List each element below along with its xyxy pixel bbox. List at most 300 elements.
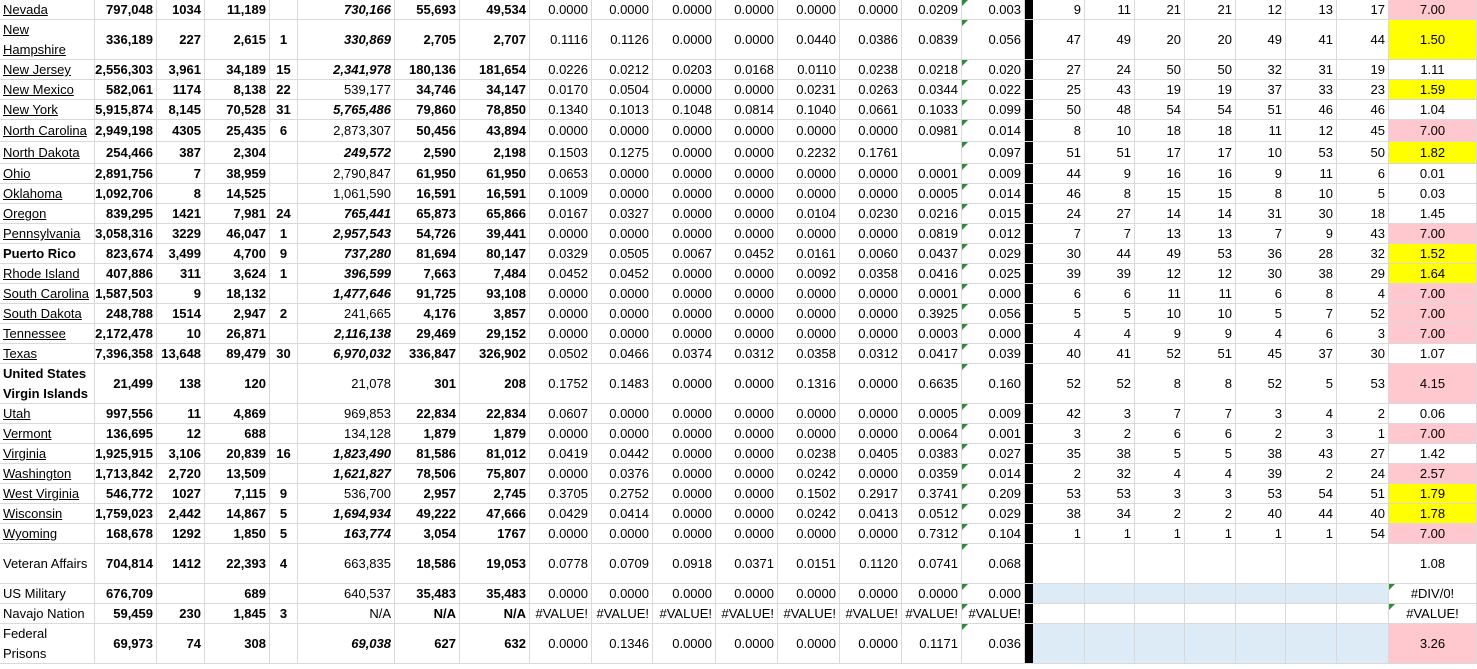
data-cell[interactable] xyxy=(902,142,962,163)
data-cell[interactable]: 0.0312 xyxy=(716,344,778,363)
rank-cell[interactable]: 30 xyxy=(1033,244,1085,263)
data-cell[interactable]: 0.0005 xyxy=(902,404,962,423)
data-cell[interactable]: 0.0000 xyxy=(716,444,778,463)
rank-cell[interactable]: 30 xyxy=(1286,204,1337,223)
data-cell[interactable]: 1,879 xyxy=(460,424,530,443)
state-link[interactable]: Pennsylvania xyxy=(0,224,95,243)
rank-cell[interactable]: 41 xyxy=(1286,20,1337,59)
data-cell[interactable]: 1412 xyxy=(157,544,205,583)
data-cell[interactable]: 0.014 xyxy=(962,464,1025,483)
score-cell[interactable]: 7.00 xyxy=(1389,524,1477,543)
data-cell[interactable]: 54,726 xyxy=(395,224,460,243)
rank-cell[interactable]: 53 xyxy=(1085,484,1135,503)
rank-cell[interactable]: 54 xyxy=(1135,100,1185,119)
rank-cell[interactable]: 5 xyxy=(1135,444,1185,463)
data-cell[interactable]: 0.0000 xyxy=(778,164,840,183)
rank-cell[interactable]: 9 xyxy=(1135,324,1185,343)
rank-cell[interactable]: 50 xyxy=(1337,142,1389,163)
data-cell[interactable]: 1,845 xyxy=(205,604,270,623)
data-cell[interactable]: 997,556 xyxy=(95,404,157,423)
data-cell[interactable]: 0.0000 xyxy=(716,464,778,483)
data-cell[interactable]: 0.0110 xyxy=(778,60,840,79)
data-cell[interactable]: 3,624 xyxy=(205,264,270,283)
data-cell[interactable]: 0.025 xyxy=(962,264,1025,283)
data-cell[interactable]: 0.0359 xyxy=(902,464,962,483)
rank-cell[interactable]: 6 xyxy=(1337,164,1389,183)
rank-cell[interactable]: 13 xyxy=(1286,0,1337,19)
data-cell[interactable]: 80,147 xyxy=(460,244,530,263)
data-cell[interactable]: 2,790,847 xyxy=(298,164,395,183)
data-cell[interactable]: 1514 xyxy=(157,304,205,323)
rank-cell[interactable] xyxy=(1135,584,1185,603)
rank-cell[interactable]: 43 xyxy=(1286,444,1337,463)
data-cell[interactable]: 0.0203 xyxy=(653,60,716,79)
data-cell[interactable]: 5,915,874 xyxy=(95,100,157,119)
data-cell[interactable]: 0.020 xyxy=(962,60,1025,79)
data-cell[interactable]: 2,590 xyxy=(395,142,460,163)
state-link[interactable]: New Jersey xyxy=(0,60,95,79)
rank-cell[interactable]: 54 xyxy=(1337,524,1389,543)
rank-cell[interactable]: 1 xyxy=(1085,524,1135,543)
data-cell[interactable]: 1,879 xyxy=(395,424,460,443)
rank-cell[interactable]: 35 xyxy=(1033,444,1085,463)
data-cell[interactable]: 0.0981 xyxy=(902,120,962,141)
data-cell[interactable]: 1,925,915 xyxy=(95,444,157,463)
rank-cell[interactable]: 21 xyxy=(1135,0,1185,19)
data-cell[interactable]: 20,839 xyxy=(205,444,270,463)
data-cell[interactable]: 0.0000 xyxy=(653,464,716,483)
data-cell[interactable]: 0.0413 xyxy=(840,504,902,523)
data-cell[interactable]: 9 xyxy=(157,284,205,303)
data-cell[interactable]: 0.0263 xyxy=(840,80,902,99)
data-cell[interactable]: 7 xyxy=(157,164,205,183)
score-cell[interactable]: 4.15 xyxy=(1389,364,1477,403)
data-cell[interactable]: 230 xyxy=(157,604,205,623)
rank-cell[interactable]: 39 xyxy=(1033,264,1085,283)
data-cell[interactable] xyxy=(270,584,298,603)
score-cell[interactable]: 7.00 xyxy=(1389,284,1477,303)
data-cell[interactable]: 6 xyxy=(270,120,298,141)
data-cell[interactable]: 69,038 xyxy=(298,624,395,663)
state-link[interactable]: New Hampshire xyxy=(0,20,95,59)
data-cell[interactable] xyxy=(270,164,298,183)
data-cell[interactable]: 0.0000 xyxy=(653,524,716,543)
rank-cell[interactable]: 6 xyxy=(1085,284,1135,303)
data-cell[interactable]: 0.0661 xyxy=(840,100,902,119)
data-cell[interactable]: 0.0000 xyxy=(840,0,902,19)
rank-cell[interactable]: 3 xyxy=(1286,424,1337,443)
rank-cell[interactable]: 39 xyxy=(1085,264,1135,283)
data-cell[interactable]: 0.0358 xyxy=(840,264,902,283)
data-cell[interactable]: 730,166 xyxy=(298,0,395,19)
data-cell[interactable]: 43,894 xyxy=(460,120,530,141)
data-cell[interactable]: 22,393 xyxy=(205,544,270,583)
data-cell[interactable]: 34,189 xyxy=(205,60,270,79)
data-cell[interactable]: 47,666 xyxy=(460,504,530,523)
data-cell[interactable]: 546,772 xyxy=(95,484,157,503)
rank-cell[interactable]: 53 xyxy=(1286,142,1337,163)
data-cell[interactable]: #VALUE! xyxy=(592,604,653,623)
rank-cell[interactable]: 24 xyxy=(1337,464,1389,483)
data-cell[interactable]: 301 xyxy=(395,364,460,403)
data-cell[interactable]: 25,435 xyxy=(205,120,270,141)
rank-cell[interactable]: 34 xyxy=(1085,504,1135,523)
data-cell[interactable]: 0.2917 xyxy=(840,484,902,503)
data-cell[interactable]: 0.6635 xyxy=(902,364,962,403)
rank-cell[interactable] xyxy=(1033,584,1085,603)
rank-cell[interactable]: 28 xyxy=(1286,244,1337,263)
data-cell[interactable]: 254,466 xyxy=(95,142,157,163)
rank-cell[interactable] xyxy=(1337,584,1389,603)
data-cell[interactable]: 0.0000 xyxy=(530,120,592,141)
data-cell[interactable]: 7,396,358 xyxy=(95,344,157,363)
data-cell[interactable]: 75,807 xyxy=(460,464,530,483)
data-cell[interactable]: N/A xyxy=(460,604,530,623)
rank-cell[interactable] xyxy=(1135,624,1185,663)
data-cell[interactable]: 16 xyxy=(270,444,298,463)
rank-cell[interactable]: 37 xyxy=(1236,80,1286,99)
data-cell[interactable]: 0.0001 xyxy=(902,284,962,303)
rank-cell[interactable]: 40 xyxy=(1337,504,1389,523)
data-cell[interactable]: 0.0000 xyxy=(778,0,840,19)
data-cell[interactable]: 0.0452 xyxy=(530,264,592,283)
rank-cell[interactable]: 6 xyxy=(1185,424,1236,443)
rank-cell[interactable]: 4 xyxy=(1337,284,1389,303)
state-link[interactable]: New York xyxy=(0,100,95,119)
data-cell[interactable]: 61,950 xyxy=(460,164,530,183)
data-cell[interactable]: 0.1483 xyxy=(592,364,653,403)
score-cell[interactable]: 0.03 xyxy=(1389,184,1477,203)
data-cell[interactable]: 0.0000 xyxy=(840,304,902,323)
data-cell[interactable]: 79,860 xyxy=(395,100,460,119)
data-cell[interactable]: #VALUE! xyxy=(653,604,716,623)
data-cell[interactable]: 0.015 xyxy=(962,204,1025,223)
data-cell[interactable]: 0.0000 xyxy=(716,20,778,59)
data-cell[interactable]: 0.0060 xyxy=(840,244,902,263)
data-cell[interactable]: 0.1502 xyxy=(778,484,840,503)
data-cell[interactable]: 134,128 xyxy=(298,424,395,443)
rank-cell[interactable]: 20 xyxy=(1185,20,1236,59)
rank-cell[interactable]: 49 xyxy=(1085,20,1135,59)
data-cell[interactable]: 0.0653 xyxy=(530,164,592,183)
data-cell[interactable]: 737,280 xyxy=(298,244,395,263)
data-cell[interactable]: 5 xyxy=(270,524,298,543)
rank-cell[interactable]: 43 xyxy=(1337,224,1389,243)
rank-cell[interactable]: 8 xyxy=(1085,184,1135,203)
rank-cell[interactable]: 30 xyxy=(1236,264,1286,283)
rank-cell[interactable]: 3 xyxy=(1085,404,1135,423)
data-cell[interactable]: 8,145 xyxy=(157,100,205,119)
rank-cell[interactable]: 51 xyxy=(1185,344,1236,363)
data-cell[interactable]: 2,873,307 xyxy=(298,120,395,141)
data-cell[interactable]: 2,947 xyxy=(205,304,270,323)
data-cell[interactable]: 0.1316 xyxy=(778,364,840,403)
data-cell[interactable]: 2,341,978 xyxy=(298,60,395,79)
data-cell[interactable]: 1174 xyxy=(157,80,205,99)
data-cell[interactable]: 0.003 xyxy=(962,0,1025,19)
score-cell[interactable]: 1.45 xyxy=(1389,204,1477,223)
data-cell[interactable]: 0.0000 xyxy=(653,164,716,183)
data-cell[interactable]: 0.0168 xyxy=(716,60,778,79)
data-cell[interactable]: 31 xyxy=(270,100,298,119)
data-cell[interactable]: 632 xyxy=(460,624,530,663)
data-cell[interactable]: 0.1126 xyxy=(592,20,653,59)
data-cell[interactable]: 0.0230 xyxy=(840,204,902,223)
data-cell[interactable]: 13,648 xyxy=(157,344,205,363)
data-cell[interactable]: 50,456 xyxy=(395,120,460,141)
rank-cell[interactable]: 5 xyxy=(1185,444,1236,463)
rank-cell[interactable]: 53 xyxy=(1033,484,1085,503)
rank-cell[interactable]: 19 xyxy=(1185,80,1236,99)
data-cell[interactable]: 0.000 xyxy=(962,324,1025,343)
rank-cell[interactable]: 32 xyxy=(1085,464,1135,483)
data-cell[interactable]: 78,850 xyxy=(460,100,530,119)
state-link[interactable]: Rhode Island xyxy=(0,264,95,283)
data-cell[interactable]: 1,694,934 xyxy=(298,504,395,523)
data-cell[interactable]: 1,061,590 xyxy=(298,184,395,203)
data-cell[interactable]: 2,949,198 xyxy=(95,120,157,141)
data-cell[interactable]: 1767 xyxy=(460,524,530,543)
data-cell[interactable]: 0.0000 xyxy=(840,284,902,303)
rank-cell[interactable]: 3 xyxy=(1236,404,1286,423)
state-link[interactable]: Utah xyxy=(0,404,95,423)
data-cell[interactable]: 797,048 xyxy=(95,0,157,19)
data-cell[interactable]: 12 xyxy=(157,424,205,443)
rank-cell[interactable]: 19 xyxy=(1135,80,1185,99)
data-cell[interactable]: 0.0607 xyxy=(530,404,592,423)
data-cell[interactable]: 0.1009 xyxy=(530,184,592,203)
data-cell[interactable] xyxy=(270,464,298,483)
data-cell[interactable]: 0.027 xyxy=(962,444,1025,463)
rank-cell[interactable]: 5 xyxy=(1337,184,1389,203)
data-cell[interactable]: 4 xyxy=(270,544,298,583)
data-cell[interactable]: N/A xyxy=(395,604,460,623)
data-cell[interactable]: 1421 xyxy=(157,204,205,223)
data-cell[interactable]: 0.0001 xyxy=(902,164,962,183)
data-cell[interactable]: 2,745 xyxy=(460,484,530,503)
data-cell[interactable]: 0.068 xyxy=(962,544,1025,583)
state-link[interactable]: Wisconsin xyxy=(0,504,95,523)
data-cell[interactable]: 3,857 xyxy=(460,304,530,323)
data-cell[interactable]: 0.0000 xyxy=(778,424,840,443)
data-cell[interactable]: 55,693 xyxy=(395,0,460,19)
rank-cell[interactable]: 24 xyxy=(1033,204,1085,223)
rank-cell[interactable]: 49 xyxy=(1135,244,1185,263)
rank-cell[interactable]: 24 xyxy=(1085,60,1135,79)
rank-cell[interactable]: 15 xyxy=(1135,184,1185,203)
data-cell[interactable]: 15 xyxy=(270,60,298,79)
rank-cell[interactable]: 52 xyxy=(1033,364,1085,403)
data-cell[interactable]: 0.0000 xyxy=(840,584,902,603)
data-cell[interactable] xyxy=(157,584,205,603)
data-cell[interactable]: 0.2752 xyxy=(592,484,653,503)
data-cell[interactable]: 839,295 xyxy=(95,204,157,223)
rank-cell[interactable]: 5 xyxy=(1286,364,1337,403)
rank-cell[interactable] xyxy=(1085,604,1135,623)
data-cell[interactable] xyxy=(270,0,298,19)
rank-cell[interactable]: 17 xyxy=(1337,0,1389,19)
data-cell[interactable]: 308 xyxy=(205,624,270,663)
score-cell[interactable]: 2.57 xyxy=(1389,464,1477,483)
rank-cell[interactable]: 9 xyxy=(1185,324,1236,343)
data-cell[interactable]: 5 xyxy=(270,504,298,523)
data-cell[interactable]: 676,709 xyxy=(95,584,157,603)
data-cell[interactable]: 181,654 xyxy=(460,60,530,79)
rank-cell[interactable]: 50 xyxy=(1033,100,1085,119)
data-cell[interactable]: 2,442 xyxy=(157,504,205,523)
rank-cell[interactable]: 39 xyxy=(1236,464,1286,483)
rank-cell[interactable]: 18 xyxy=(1337,204,1389,223)
data-cell[interactable]: 1292 xyxy=(157,524,205,543)
data-cell[interactable]: 34,147 xyxy=(460,80,530,99)
data-cell[interactable]: 0.0000 xyxy=(530,284,592,303)
data-cell[interactable]: 93,108 xyxy=(460,284,530,303)
rank-cell[interactable]: 2 xyxy=(1337,404,1389,423)
data-cell[interactable]: 0.0000 xyxy=(716,324,778,343)
score-cell[interactable]: 1.78 xyxy=(1389,504,1477,523)
rank-cell[interactable]: 5 xyxy=(1236,304,1286,323)
data-cell[interactable]: 89,479 xyxy=(205,344,270,363)
rank-cell[interactable] xyxy=(1033,544,1085,583)
rank-cell[interactable]: 7 xyxy=(1033,224,1085,243)
rank-cell[interactable]: 6 xyxy=(1286,324,1337,343)
rank-cell[interactable] xyxy=(1286,544,1337,583)
rank-cell[interactable]: 11 xyxy=(1185,284,1236,303)
data-cell[interactable]: 0.0358 xyxy=(778,344,840,363)
data-cell[interactable]: 0.0000 xyxy=(530,424,592,443)
data-cell[interactable]: 0.0000 xyxy=(653,204,716,223)
data-cell[interactable]: 2,304 xyxy=(205,142,270,163)
rank-cell[interactable]: 12 xyxy=(1236,0,1286,19)
rank-cell[interactable]: 18 xyxy=(1135,120,1185,141)
data-cell[interactable]: 0.0000 xyxy=(592,224,653,243)
rank-cell[interactable]: 38 xyxy=(1033,504,1085,523)
data-cell[interactable]: 0.1033 xyxy=(902,100,962,119)
data-cell[interactable]: 1 xyxy=(270,224,298,243)
rank-cell[interactable]: 33 xyxy=(1286,80,1337,99)
data-cell[interactable]: 0.0000 xyxy=(778,584,840,603)
data-cell[interactable]: 0.0231 xyxy=(778,80,840,99)
data-cell[interactable]: 407,886 xyxy=(95,264,157,283)
data-cell[interactable]: 0.0000 xyxy=(840,224,902,243)
score-cell[interactable]: 1.08 xyxy=(1389,544,1477,583)
data-cell[interactable]: 35,483 xyxy=(460,584,530,603)
state-link[interactable]: Vermont xyxy=(0,424,95,443)
rank-cell[interactable]: 9 xyxy=(1236,164,1286,183)
data-cell[interactable]: 0.0814 xyxy=(716,100,778,119)
data-cell[interactable]: 9 xyxy=(270,484,298,503)
data-cell[interactable]: 0.0226 xyxy=(530,60,592,79)
rank-cell[interactable]: 36 xyxy=(1236,244,1286,263)
data-cell[interactable]: 969,853 xyxy=(298,404,395,423)
data-cell[interactable]: 0.0000 xyxy=(902,584,962,603)
data-cell[interactable]: 0.0000 xyxy=(840,324,902,343)
data-cell[interactable]: 0.0419 xyxy=(530,444,592,463)
rank-cell[interactable]: 7 xyxy=(1085,224,1135,243)
rank-cell[interactable]: 53 xyxy=(1337,364,1389,403)
data-cell[interactable]: 311 xyxy=(157,264,205,283)
data-cell[interactable]: 0.0000 xyxy=(840,404,902,423)
rank-cell[interactable]: 44 xyxy=(1286,504,1337,523)
data-cell[interactable]: 22,834 xyxy=(460,404,530,423)
data-cell[interactable]: 0.056 xyxy=(962,20,1025,59)
data-cell[interactable]: 1,759,023 xyxy=(95,504,157,523)
data-cell[interactable]: 24 xyxy=(270,204,298,223)
data-cell[interactable]: 10 xyxy=(157,324,205,343)
data-cell[interactable]: 0.0000 xyxy=(530,0,592,19)
data-cell[interactable]: 0.0000 xyxy=(716,584,778,603)
data-cell[interactable]: 0.0000 xyxy=(653,80,716,99)
data-cell[interactable]: 0.0000 xyxy=(778,184,840,203)
score-cell[interactable]: #DIV/0! xyxy=(1389,584,1477,603)
data-cell[interactable]: 0.0170 xyxy=(530,80,592,99)
rank-cell[interactable]: 12 xyxy=(1286,120,1337,141)
state-link[interactable]: North Carolina xyxy=(0,120,95,141)
rank-cell[interactable]: 38 xyxy=(1236,444,1286,463)
data-cell[interactable]: 0.009 xyxy=(962,164,1025,183)
data-cell[interactable]: 11,189 xyxy=(205,0,270,19)
data-cell[interactable]: 0.0000 xyxy=(653,304,716,323)
score-cell[interactable]: 1.82 xyxy=(1389,142,1477,163)
score-cell[interactable]: 7.00 xyxy=(1389,0,1477,19)
rank-cell[interactable]: 18 xyxy=(1185,120,1236,141)
data-cell[interactable]: 2,957 xyxy=(395,484,460,503)
data-cell[interactable]: 0.039 xyxy=(962,344,1025,363)
rank-cell[interactable]: 51 xyxy=(1085,142,1135,163)
data-cell[interactable]: 0.0709 xyxy=(592,544,653,583)
data-cell[interactable]: 0.0000 xyxy=(592,304,653,323)
rank-cell[interactable]: 16 xyxy=(1135,164,1185,183)
data-cell[interactable]: 70,528 xyxy=(205,100,270,119)
data-cell[interactable]: 326,902 xyxy=(460,344,530,363)
data-cell[interactable]: 136,695 xyxy=(95,424,157,443)
data-cell[interactable]: N/A xyxy=(298,604,395,623)
rank-cell[interactable]: 10 xyxy=(1236,142,1286,163)
rank-cell[interactable]: 40 xyxy=(1236,504,1286,523)
data-cell[interactable]: 0.0000 xyxy=(653,404,716,423)
data-cell[interactable]: 7,663 xyxy=(395,264,460,283)
data-cell[interactable]: 0.0819 xyxy=(902,224,962,243)
score-cell[interactable]: 7.00 xyxy=(1389,324,1477,343)
rank-cell[interactable]: 9 xyxy=(1286,224,1337,243)
data-cell[interactable]: 4305 xyxy=(157,120,205,141)
data-cell[interactable]: 65,866 xyxy=(460,204,530,223)
rank-cell[interactable]: 11 xyxy=(1236,120,1286,141)
rank-cell[interactable]: 32 xyxy=(1337,244,1389,263)
score-cell[interactable]: 7.00 xyxy=(1389,304,1477,323)
rank-cell[interactable] xyxy=(1236,544,1286,583)
rank-cell[interactable] xyxy=(1135,544,1185,583)
data-cell[interactable]: 0.0000 xyxy=(840,184,902,203)
rank-cell[interactable]: 10 xyxy=(1135,304,1185,323)
rank-cell[interactable]: 3 xyxy=(1033,424,1085,443)
state-link[interactable]: Oregon xyxy=(0,204,95,223)
data-cell[interactable]: 0.0218 xyxy=(902,60,962,79)
data-cell[interactable]: 0.0000 xyxy=(653,484,716,503)
data-cell[interactable]: 536,700 xyxy=(298,484,395,503)
rank-cell[interactable]: 44 xyxy=(1337,20,1389,59)
rank-cell[interactable]: 4 xyxy=(1135,464,1185,483)
rank-cell[interactable]: 2 xyxy=(1033,464,1085,483)
rank-cell[interactable]: 30 xyxy=(1337,344,1389,363)
rank-cell[interactable] xyxy=(1337,624,1389,663)
data-cell[interactable]: 3229 xyxy=(157,224,205,243)
data-cell[interactable]: 0.1761 xyxy=(840,142,902,163)
data-cell[interactable]: 0.0000 xyxy=(592,524,653,543)
data-cell[interactable]: 3 xyxy=(270,604,298,623)
data-cell[interactable]: 0.0000 xyxy=(653,264,716,283)
data-cell[interactable]: 0.0104 xyxy=(778,204,840,223)
